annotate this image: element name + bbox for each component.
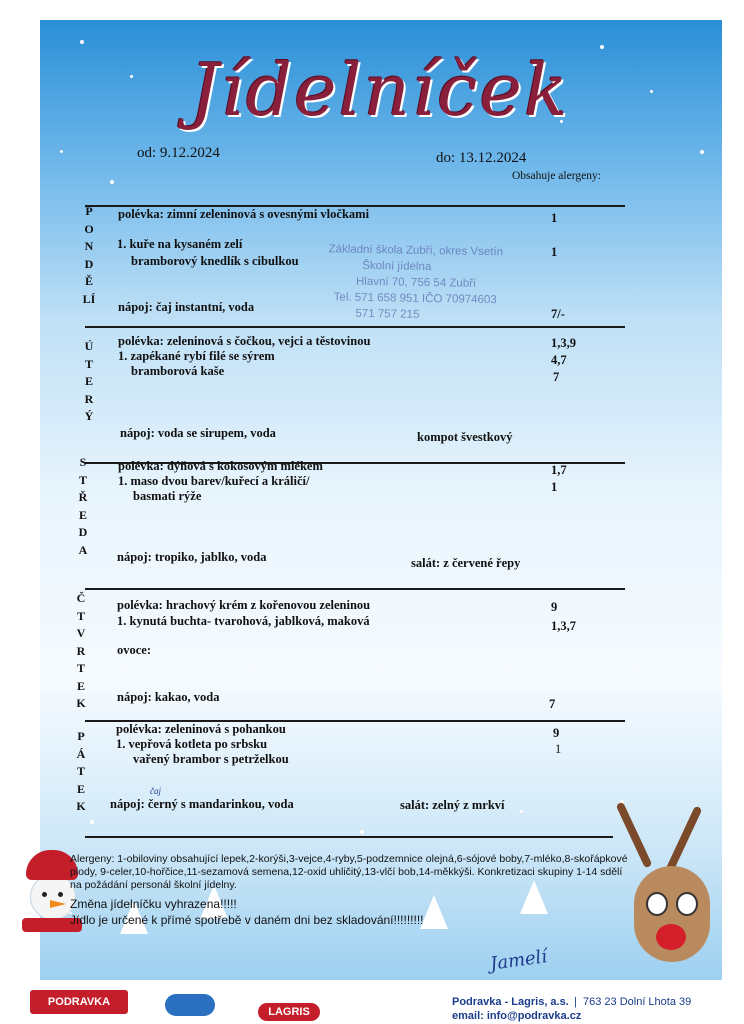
- snowflake: [700, 150, 704, 154]
- friday-main-2: vařený brambor s petrželkou: [133, 752, 289, 766]
- company-address: 763 23 Dolní Lhota 39: [583, 996, 692, 1008]
- consumption-notice: Jídlo je určené k přímé spotřebě v daném dni bez skladování!!!!!!!!!: [70, 913, 424, 927]
- tree-decoration: [520, 880, 548, 914]
- thursday-fruit: ovoce:: [117, 643, 152, 657]
- thursday-drink-allergens: 7: [549, 697, 556, 711]
- day-label-tuesday: ÚTERÝ: [84, 339, 94, 423]
- snowflake: [600, 45, 604, 49]
- footer-separator: |: [574, 996, 577, 1008]
- tuesday-drink: nápoj: voda se sirupem, voda: [120, 426, 276, 440]
- monday-soup: polévka: zimní zeleninová s ovesnými vločkami: [118, 207, 370, 221]
- wednesday-extra: salát: z červené řepy: [411, 556, 521, 570]
- day-label-monday: PONDĚLÍ: [82, 204, 96, 306]
- snowflake: [650, 90, 653, 93]
- tree-decoration: [420, 895, 448, 929]
- tuesday-main-2: bramborová kaše: [131, 364, 225, 378]
- day-label-thursday: ČTVRTEK: [76, 591, 86, 710]
- monday-main-1: 1. kuře na kysaném zelí: [117, 237, 243, 251]
- wednesday-main-2: basmati rýže: [133, 489, 202, 503]
- wednesday-drink: nápoj: tropiko, jablko, voda: [117, 550, 267, 564]
- menu-change-notice: Změna jídelníčku vyhrazena!!!!!: [70, 897, 237, 911]
- company-name: Podravka - Lagris, a.s.: [452, 996, 569, 1008]
- friday-extra: salát: zelný z mrkví: [400, 798, 505, 812]
- tuesday-main-1: 1. zapékané rybí filé se sýrem: [118, 349, 275, 363]
- date-from: od: 9.12.2024: [137, 145, 220, 161]
- friday-drink: nápoj: černý s mandarinkou, voda: [110, 797, 294, 811]
- allergens-header: Obsahuje alergeny:: [512, 170, 601, 182]
- thursday-main-1: 1. kynutá buchta- tvarohová, jablková, maková: [117, 614, 370, 628]
- friday-main-allergens: 1: [555, 742, 562, 756]
- day-label-wednesday: STŘEDA: [78, 455, 88, 557]
- thursday-drink: nápoj: kakao, voda: [117, 690, 220, 704]
- snowflake: [360, 830, 364, 834]
- divider: [85, 326, 625, 328]
- tuesday-soup: polévka: zeleninová s čočkou, vejci a těstovinou: [118, 334, 371, 348]
- tuesday-extra: kompot švestkový: [417, 430, 513, 444]
- school-stamp: Základní škola Zubří, okres Vsetín Školní jídelna Hlavní 70, 756 54 Zubří Tel. 571 658 951 IČO 70974603 571 757 215: [328, 243, 504, 321]
- tuesday-soup-allergens: 1,3,9: [551, 336, 576, 350]
- monday-drink: nápoj: čaj instantní, voda: [118, 300, 255, 314]
- divider: [85, 836, 613, 838]
- podravka-logo: PODRAVKA: [30, 990, 128, 1014]
- friday-drink-handwritten-note: čaj: [150, 786, 161, 796]
- allergen-legend-line-3: na požádání personál školní jídelny.: [70, 879, 237, 891]
- tuesday-main-1-allergens: 4,7: [551, 353, 567, 367]
- thursday-main-allergens: 1,3,7: [551, 619, 576, 633]
- snowflake: [80, 40, 84, 44]
- page-title: Jídelníček: [190, 48, 570, 132]
- monday-soup-allergens: 1: [551, 211, 558, 225]
- wednesday-main-allergens: 1: [551, 480, 558, 494]
- thursday-soup: polévka: hrachový krém z kořenovou zeleninou: [117, 598, 371, 612]
- divider: [85, 588, 625, 590]
- snowflake: [520, 810, 523, 813]
- thursday-soup-allergens: 9: [551, 600, 558, 614]
- friday-soup-allergens: 9: [553, 726, 560, 740]
- allergen-legend-line-2: plody, 9-celer,10-hořčice,11-sezamová semena,12-oxid uhličitý,13-vlčí bob,14-měkkýši. Konkretizaci skupiny 1-14 sdělí: [70, 866, 623, 878]
- snowflake: [110, 180, 114, 184]
- snowflake: [60, 150, 63, 153]
- snowflake: [90, 820, 94, 824]
- company-email: email: info@podravka.cz: [452, 1010, 582, 1022]
- wednesday-main-1: 1. maso dvou barev/kuřecí a králičí/: [118, 474, 310, 488]
- monday-main-allergens: 1: [551, 245, 558, 259]
- allergen-legend-line-1: Alergeny: 1-obiloviny obsahující lepek,2-korýši,3-vejce,4-ryby,5-podzemnice olejná,6-sójové boby,7-mléko,8-skořápkové: [70, 853, 628, 865]
- snowflake: [130, 75, 133, 78]
- product-logo: [165, 994, 215, 1016]
- tuesday-main-2-allergens: 7: [553, 370, 560, 384]
- lagris-logo: LAGRIS: [258, 1003, 320, 1021]
- day-label-friday: PÁTEK: [76, 729, 86, 813]
- monday-main-2: bramborový knedlík s cibulkou: [131, 254, 299, 268]
- reindeer-decoration: [620, 800, 720, 980]
- wednesday-soup: polévka: dýňová s kokosovým mlékem: [118, 459, 323, 473]
- monday-drink-allergens: 7/-: [551, 307, 565, 321]
- wednesday-soup-allergens: 1,7: [551, 463, 567, 477]
- signature: Jamelí: [488, 946, 549, 975]
- friday-main-1: 1. vepřová kotleta po srbsku: [116, 737, 268, 751]
- date-to: do: 13.12.2024: [436, 150, 527, 166]
- friday-soup: polévka: zeleninová s pohankou: [116, 722, 286, 736]
